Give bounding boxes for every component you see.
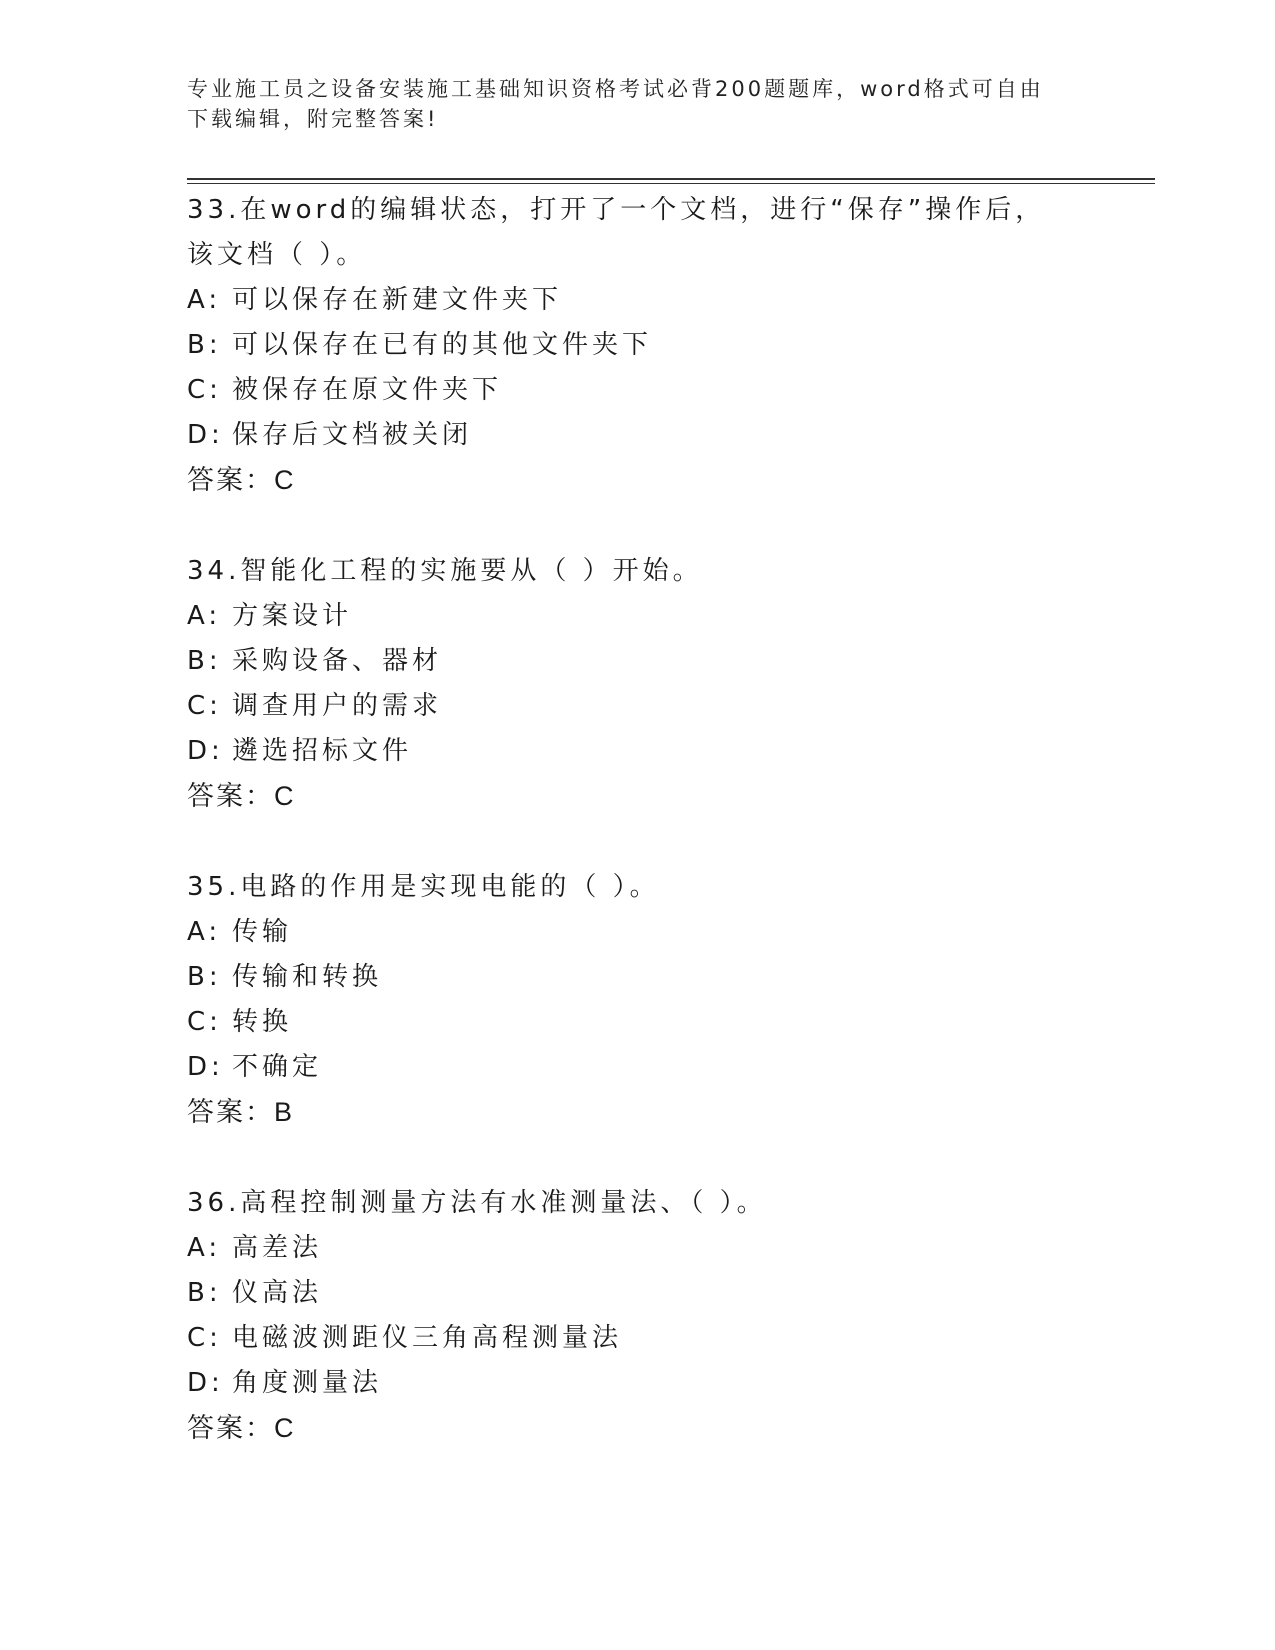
question-text: 电路的作用是实现电能的（ ）。 — [240, 872, 660, 902]
option-letter: C: — [187, 691, 222, 721]
option-d — [187, 729, 1087, 774]
option-d — [187, 1361, 1087, 1406]
document-header — [187, 74, 1067, 134]
option-b — [187, 955, 1087, 1000]
option-b — [187, 639, 1087, 684]
option-a — [187, 1226, 1087, 1271]
option-d — [187, 413, 1087, 458]
option-text: 遴选招标文件 — [232, 736, 413, 766]
option-letter: D: — [187, 1368, 224, 1398]
answer-line: 答案：C — [187, 1413, 296, 1443]
option-text: 采购设备、器材 — [232, 646, 443, 676]
question-34 — [187, 549, 1087, 819]
option-letter: B: — [187, 330, 222, 360]
option-letter: B: — [187, 646, 222, 676]
option-a — [187, 594, 1087, 639]
option-letter: C: — [187, 1007, 222, 1037]
question-stem — [187, 188, 1057, 278]
header-divider-thick — [187, 178, 1155, 180]
option-c — [187, 1316, 1087, 1361]
option-c — [187, 368, 1087, 413]
option-letter: D: — [187, 1052, 224, 1082]
option-letter: A: — [187, 917, 222, 947]
option-text: 可以保存在新建文件夹下 — [232, 285, 563, 315]
answer-line: 答案：B — [187, 1097, 295, 1127]
option-letter: A: — [187, 601, 222, 631]
header-title: 专业施工员之设备安装施工基础知识资格考试必背200题题库，word格式可自由下载编辑，附完整答案! — [187, 77, 1044, 131]
option-letter: A: — [187, 1233, 222, 1263]
option-letter: D: — [187, 420, 224, 450]
option-text: 方案设计 — [232, 601, 353, 631]
option-text: 调查用户的需求 — [232, 691, 443, 721]
question-number: 36. — [187, 1188, 241, 1218]
option-letter: B: — [187, 962, 222, 992]
option-a — [187, 910, 1087, 955]
option-text: 不确定 — [232, 1052, 323, 1082]
question-stem — [187, 549, 1057, 594]
option-letter: D: — [187, 736, 224, 766]
option-text: 电磁波测距仪三角高程测量法 — [232, 1323, 623, 1353]
option-text: 高差法 — [232, 1233, 323, 1263]
option-text: 被保存在原文件夹下 — [232, 375, 503, 405]
question-list — [187, 188, 1087, 1497]
option-letter: C: — [187, 1323, 222, 1353]
option-text: 可以保存在已有的其他文件夹下 — [232, 330, 653, 360]
option-letter: C: — [187, 375, 222, 405]
answer-line: 答案：C — [187, 781, 296, 811]
option-c — [187, 684, 1087, 729]
option-c — [187, 1000, 1087, 1045]
question-35 — [187, 865, 1087, 1135]
option-text: 仪高法 — [232, 1278, 323, 1308]
option-letter: B: — [187, 1278, 222, 1308]
question-text: 高程控制测量方法有水准测量法、（ ）。 — [240, 1188, 767, 1218]
answer-line: 答案：C — [187, 465, 296, 495]
question-stem — [187, 865, 1057, 910]
option-letter: A: — [187, 285, 222, 315]
option-text: 保存后文档被关闭 — [232, 420, 473, 450]
option-b — [187, 1271, 1087, 1316]
option-text: 角度测量法 — [232, 1368, 383, 1398]
option-text: 转换 — [232, 1007, 293, 1037]
question-number: 33. — [187, 195, 241, 225]
question-number: 34. — [187, 556, 241, 586]
option-a — [187, 278, 1087, 323]
question-text: 在word的编辑状态，打开了一个文档，进行“保存”操作后，该文档（ ）。 — [187, 195, 1046, 270]
option-d — [187, 1045, 1087, 1090]
option-text: 传输和转换 — [232, 962, 383, 992]
option-b — [187, 323, 1087, 368]
question-36 — [187, 1181, 1087, 1451]
question-stem — [187, 1181, 1057, 1226]
option-text: 传输 — [232, 917, 293, 947]
question-number: 35. — [187, 872, 241, 902]
header-divider-thin — [187, 183, 1155, 184]
question-33 — [187, 188, 1087, 503]
question-text: 智能化工程的实施要从（ ）开始。 — [240, 556, 703, 586]
